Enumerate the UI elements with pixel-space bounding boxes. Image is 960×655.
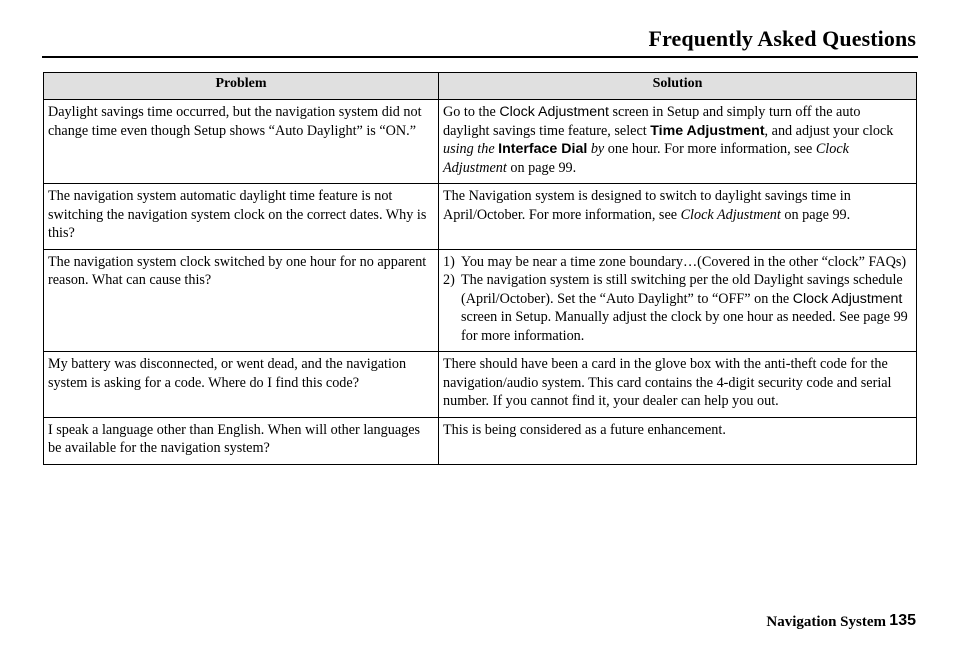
section-reference: Clock Adjustment (680, 206, 781, 223)
column-header-problem: Problem (44, 73, 439, 100)
title-divider (42, 56, 918, 58)
solution-text: There should have been a card in the glove box with the anti-theft code for the navigation/audio system. This card contains the 4-digit security code and serial number. If you cannot find it, your dealer can help you out. (443, 356, 892, 409)
solution-text: Go to the (443, 104, 500, 120)
solution-text: by (587, 141, 605, 157)
solution-cell (439, 100, 917, 184)
solution-text: This is being considered as a future enhancement. (443, 421, 726, 438)
problem-cell: The navigation system automatic daylight time feature is not switching the navigation system clock on the correct dates. Why is this? (44, 184, 439, 250)
screen-name: Clock Adjustment (499, 104, 609, 120)
solution-text: one hour. For more information, see (604, 141, 816, 157)
control-name: Interface Dial (498, 141, 588, 157)
screen-name: Clock Adjustment (792, 290, 903, 307)
solution-text: You may be near a time zone boundary…(Covered in the other “clock” FAQs) (461, 253, 907, 270)
table-row (44, 184, 917, 250)
problem-cell: Daylight savings time occurred, but the navigation system did not change time even though Setup shows “Auto Daylight” is “ON.” (44, 100, 439, 184)
solution-text: The Navigation system is designed to switch to daylight savings time in April/October. For more information, see (443, 188, 851, 223)
section-reference: Clock Adjustment (443, 141, 849, 176)
solution-text: using the (443, 141, 499, 157)
list-item (443, 271, 910, 345)
solution-cell (439, 249, 917, 352)
table-row (44, 417, 917, 464)
table-row (44, 100, 917, 184)
solution-cell (439, 417, 917, 464)
solution-text: , and adjust your clock (764, 122, 894, 139)
solution-text: on page 99. (506, 159, 577, 176)
solution-text: screen in Setup and simply turn off the auto daylight savings time feature, select (443, 104, 861, 139)
list-number: 2) (443, 272, 455, 288)
table-header-row (44, 73, 917, 100)
table-row (44, 249, 917, 352)
solution-text: The navigation system is still switching per the old Daylight savings schedule (April/October). Set the “Auto Daylight” to “OFF” on the (461, 272, 903, 307)
solution-text: on page 99. (780, 206, 851, 223)
solution-text: screen in Setup. Manually adjust the clock by one hour as needed. See page 99 for more information. (461, 309, 908, 344)
menu-item-name: Time Adjustment (650, 122, 765, 139)
solution-list (443, 253, 910, 346)
solution-cell (439, 184, 917, 250)
solution-cell (439, 352, 917, 418)
table-row (44, 352, 917, 418)
problem-cell: The navigation system clock switched by one hour for no apparent reason. What can cause this? (44, 249, 439, 352)
problem-cell: I speak a language other than English. When will other languages be available for the navigation system? (44, 417, 439, 464)
list-item (443, 253, 910, 272)
column-header-solution: Solution (439, 73, 917, 100)
faq-table (43, 72, 917, 465)
page-number: 135 (889, 612, 916, 629)
problem-cell: My battery was disconnected, or went dead, and the navigation system is asking for a code. Where do I find this code? (44, 352, 439, 418)
list-number: 1) (443, 253, 455, 270)
page-title: Frequently Asked Questions (648, 26, 916, 51)
footer-section-label: Navigation System (766, 614, 886, 630)
